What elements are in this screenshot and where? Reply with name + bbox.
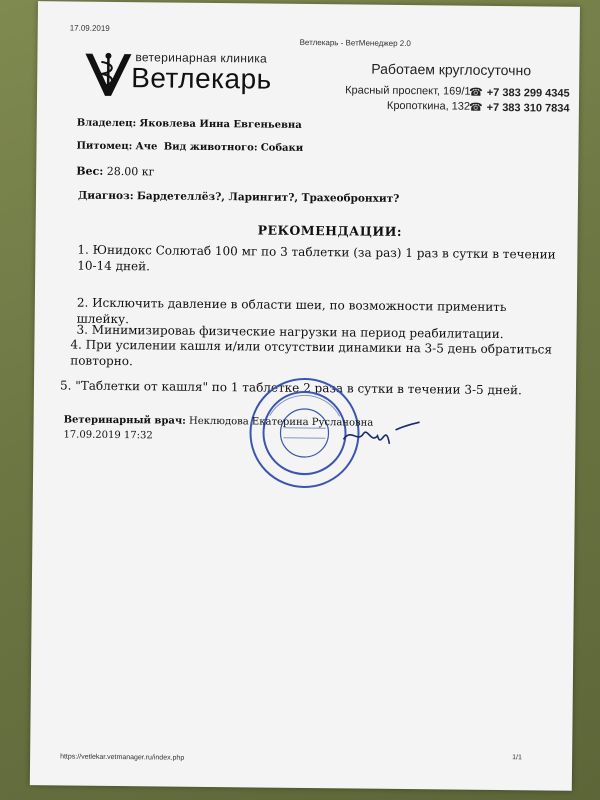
weight-line bbox=[76, 165, 154, 179]
owner-value: Яковлева Инна Евгеньевна bbox=[139, 118, 302, 131]
footer-url: https://vetlekar.vetmanager.ru/index.php bbox=[60, 753, 185, 762]
species-label: Вид животного: bbox=[163, 141, 258, 154]
logo-name: Ветлекарь bbox=[131, 62, 272, 95]
address-1: Красный проспект, 169/1 bbox=[345, 84, 471, 98]
print-source: Ветлекарь - ВетМенеджер 2.0 bbox=[299, 37, 411, 49]
diagnosis-line bbox=[78, 190, 399, 205]
weight-label: Вес: bbox=[76, 164, 104, 178]
address-2: Кропоткина, 132 bbox=[386, 99, 471, 113]
recommendation-item: 4. При усилении кашля и/или отсутствии динамики на 3-5 день обратиться повторно. bbox=[70, 337, 553, 369]
recommendation-item: 3. Минимизироваь физические нагрузки на период реабилитации. bbox=[76, 322, 504, 342]
caduceus-v-icon bbox=[81, 48, 134, 101]
phone-1 bbox=[469, 86, 570, 100]
phone-icon: ☎ bbox=[468, 101, 483, 114]
doctor-label: Ветеринарный врач: bbox=[63, 414, 186, 427]
owner-label: Владелец: bbox=[76, 117, 137, 130]
page-number: 1/1 bbox=[512, 754, 522, 762]
recommendations-title: РЕКОМЕНДАЦИИ: bbox=[257, 222, 403, 239]
phone-1-number: +7 383 299 4345 bbox=[486, 86, 570, 100]
owner-line bbox=[77, 118, 302, 131]
logo-subtitle: ветеринарная клиника bbox=[135, 50, 268, 66]
doctor-name: Неклюдова Екатерина Руслановна bbox=[189, 415, 374, 429]
clinic-logo bbox=[81, 48, 342, 111]
pet-label: Питомец: bbox=[76, 140, 133, 153]
species-value: Собаки bbox=[260, 142, 304, 154]
weight-value: 28.00 кг bbox=[106, 164, 155, 179]
recommendation-item: 2. Исключить давление в области шеи, по возможности применить шлейку. bbox=[76, 295, 507, 327]
phone-2-number: +7 383 310 7834 bbox=[486, 101, 570, 115]
doctor-line bbox=[64, 414, 374, 428]
phone-2 bbox=[469, 101, 570, 115]
diagnosis-value: Бардетеллёз?, Ларингит?, Трахеобронхит? bbox=[136, 190, 400, 205]
phone-icon: ☎ bbox=[469, 86, 483, 99]
recommendation-item: 5. "Таблетки от кашля" по 1 таблетке 2 раза в сутки в течении 3-5 дней. bbox=[59, 378, 522, 398]
diagnosis-label: Диагноз: bbox=[77, 189, 134, 203]
pet-line bbox=[76, 141, 303, 154]
pet-value: Аче bbox=[135, 141, 158, 153]
print-date: 17.09.2019 bbox=[69, 23, 110, 33]
working-hours: Работаем круглосуточно bbox=[371, 60, 532, 79]
sign-datetime: 17.09.2019 17:32 bbox=[63, 429, 153, 442]
document-sheet bbox=[30, 1, 580, 791]
recommendation-item: 1. Юнидокс Солютаб 100 мг по 3 таблетки (за раз) 1 раз в сутки в течении 10-14 дней. bbox=[77, 242, 556, 274]
